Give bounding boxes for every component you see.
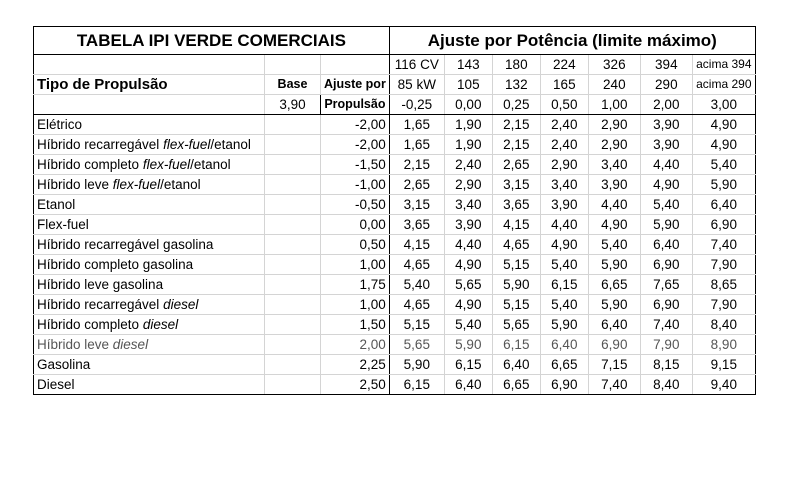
propulsion-name-prefix: Híbrido completo: [37, 157, 143, 172]
propulsion-adjustment-cell: 1,00: [321, 295, 390, 315]
ipi-rate-cell: 8,90: [692, 335, 755, 355]
ipi-rate-cell: 6,65: [588, 275, 640, 295]
ipi-rate-cell: 1,65: [389, 115, 444, 135]
cv-row-cell: acima 394: [692, 55, 755, 75]
ipi-rate-cell: 7,90: [692, 255, 755, 275]
base-value: 3,90: [265, 95, 321, 115]
ipi-rate-cell: 4,90: [444, 255, 492, 275]
empty-cell: [265, 135, 321, 155]
ipi-rate-cell: 5,40: [540, 295, 588, 315]
propulsion-type-cell: Elétrico: [34, 115, 265, 135]
ipi-rate-cell: 4,90: [640, 175, 692, 195]
ipi-rate-cell: 5,65: [444, 275, 492, 295]
empty-cell: [265, 215, 321, 235]
table-row: [34, 195, 756, 215]
ipi-rate-cell: 6,90: [640, 295, 692, 315]
ipi-rate-cell: 6,90: [588, 335, 640, 355]
ajuste-label-1: Ajuste por: [321, 75, 390, 95]
ipi-rate-cell: 4,90: [692, 135, 755, 155]
adjust-header: Ajuste por Potência (limite máximo): [389, 27, 755, 55]
ipi-rate-cell: 2,90: [444, 175, 492, 195]
propulsion-type-cell: Etanol: [34, 195, 265, 215]
propulsion-name-suffix: /etanol: [190, 157, 231, 172]
propulsion-adjustment-cell: 0,50: [321, 235, 390, 255]
table-row: [34, 115, 756, 135]
ipi-rate-cell: 5,40: [389, 275, 444, 295]
ipi-rate-cell: 5,65: [389, 335, 444, 355]
ipi-rate-cell: 4,40: [540, 215, 588, 235]
ipi-rate-cell: 6,40: [640, 235, 692, 255]
table-row: [34, 155, 756, 175]
propulsion-type-cell: Flex-fuel: [34, 215, 265, 235]
ipi-rate-cell: 1,65: [389, 135, 444, 155]
kw-row-cell: 132: [492, 75, 540, 95]
propulsion-name-prefix: Híbrido recarregável: [37, 137, 164, 152]
ipi-rate-cell: 7,15: [588, 355, 640, 375]
propulsion-adjustment-cell: -1,50: [321, 155, 390, 175]
ipi-rate-cell: 4,40: [588, 195, 640, 215]
table-row: [34, 235, 756, 255]
kw-row-cell: 165: [540, 75, 588, 95]
ipi-rate-cell: 5,65: [492, 315, 540, 335]
ipi-rate-cell: 5,40: [540, 255, 588, 275]
ipi-rate-cell: 2,90: [588, 135, 640, 155]
empty-cell: [321, 55, 390, 75]
ipi-rate-cell: 7,65: [640, 275, 692, 295]
empty-cell: [265, 275, 321, 295]
empty-cell: [265, 355, 321, 375]
ipi-rate-cell: 1,90: [444, 135, 492, 155]
ipi-rate-cell: 3,40: [588, 155, 640, 175]
propulsion-name-italic: flex-fuel: [163, 137, 211, 152]
ipi-rate-cell: 6,90: [540, 375, 588, 395]
ipi-rate-cell: 4,90: [588, 215, 640, 235]
ipi-rate-cell: 4,15: [389, 235, 444, 255]
propulsion-name-suffix: /etanol: [160, 177, 201, 192]
ipi-rate-cell: 6,40: [540, 335, 588, 355]
kw-row-cell: 105: [444, 75, 492, 95]
adj-row-cell: -0,25: [389, 95, 444, 115]
propulsion-type-cell: Híbrido recarregável gasolina: [34, 235, 265, 255]
table-row: [34, 375, 756, 395]
table-title: TABELA IPI VERDE COMERCIAIS: [34, 27, 390, 55]
ipi-rate-cell: 8,65: [692, 275, 755, 295]
propulsion-adjustment-cell: 1,75: [321, 275, 390, 295]
ipi-rate-cell: 3,90: [640, 135, 692, 155]
empty-cell: [265, 255, 321, 275]
ipi-rate-cell: 4,90: [692, 115, 755, 135]
ipi-rate-cell: 4,15: [492, 215, 540, 235]
propulsion-name-prefix: Híbrido leve: [37, 177, 113, 192]
ipi-rate-cell: 3,90: [588, 175, 640, 195]
ipi-rate-cell: 4,40: [640, 155, 692, 175]
propulsion-name-italic: diesel: [163, 297, 199, 312]
ipi-rate-cell: 5,90: [389, 355, 444, 375]
ipi-rate-cell: 3,90: [540, 195, 588, 215]
ipi-rate-cell: 5,90: [540, 315, 588, 335]
empty-cell: [34, 95, 265, 115]
ipi-rate-cell: 5,90: [588, 295, 640, 315]
table-row: [34, 275, 756, 295]
empty-cell: [265, 315, 321, 335]
ipi-rate-cell: 5,15: [492, 255, 540, 275]
ipi-rate-cell: 5,90: [588, 255, 640, 275]
propulsion-name-italic: diesel: [112, 337, 149, 352]
empty-cell: [265, 55, 321, 75]
ipi-rate-cell: 6,40: [444, 375, 492, 395]
adj-row-cell: 2,00: [640, 95, 692, 115]
ipi-rate-cell: 7,40: [640, 315, 692, 335]
table-row: [34, 315, 756, 335]
ipi-rate-cell: 4,65: [389, 295, 444, 315]
table-row: [34, 215, 756, 235]
table-row: [34, 295, 756, 315]
ipi-rate-cell: 6,40: [692, 195, 755, 215]
table-row: [34, 255, 756, 275]
ipi-rate-cell: 2,15: [492, 135, 540, 155]
propulsion-adjustment-cell: 0,00: [321, 215, 390, 235]
propulsion-type-cell: [34, 335, 265, 355]
ipi-rate-cell: 5,40: [640, 195, 692, 215]
propulsion-name-suffix: /etanol: [210, 137, 251, 152]
propulsion-adjustment-cell: -2,00: [321, 115, 390, 135]
ipi-rate-cell: 2,40: [444, 155, 492, 175]
cv-row-cell: 224: [540, 55, 588, 75]
ipi-rate-cell: 3,15: [389, 195, 444, 215]
cv-row-cell: 143: [444, 55, 492, 75]
ipi-rate-cell: 6,40: [588, 315, 640, 335]
propulsion-type-cell: [34, 315, 265, 335]
adjustment-row: [34, 95, 756, 115]
adj-row-cell: 0,50: [540, 95, 588, 115]
kw-row-cell: 85 kW: [389, 75, 444, 95]
empty-cell: [34, 55, 265, 75]
empty-cell: [265, 195, 321, 215]
ipi-rate-cell: 1,90: [444, 115, 492, 135]
cv-row-cell: 394: [640, 55, 692, 75]
ipi-rate-cell: 6,40: [492, 355, 540, 375]
kw-row: [34, 75, 756, 95]
adj-row-cell: 0,25: [492, 95, 540, 115]
propulsion-type-cell: Diesel: [34, 375, 265, 395]
base-label: Base: [265, 75, 321, 95]
tipo-propulsao-label: Tipo de Propulsão: [34, 75, 265, 95]
propulsion-adjustment-cell: 2,50: [321, 375, 390, 395]
ajuste-label-2: Propulsão: [321, 95, 390, 115]
ipi-rate-cell: 9,40: [692, 375, 755, 395]
propulsion-adjustment-cell: 1,00: [321, 255, 390, 275]
propulsion-adjustment-cell: -1,00: [321, 175, 390, 195]
ipi-rate-cell: 7,40: [588, 375, 640, 395]
ipi-rate-cell: 3,90: [640, 115, 692, 135]
propulsion-type-cell: Híbrido leve gasolina: [34, 275, 265, 295]
ipi-rate-cell: 3,65: [492, 195, 540, 215]
propulsion-type-cell: [34, 135, 265, 155]
ipi-rate-cell: 5,90: [444, 335, 492, 355]
ipi-rate-cell: 2,65: [492, 155, 540, 175]
cv-row-cell: 180: [492, 55, 540, 75]
ipi-rate-cell: 5,90: [640, 215, 692, 235]
propulsion-name-italic: flex-fuel: [142, 157, 191, 172]
empty-cell: [265, 295, 321, 315]
ipi-rate-cell: 8,40: [640, 375, 692, 395]
ipi-rate-cell: 5,40: [588, 235, 640, 255]
empty-cell: [265, 155, 321, 175]
ipi-rate-cell: 7,40: [692, 235, 755, 255]
ipi-rate-cell: 6,15: [540, 275, 588, 295]
empty-cell: [265, 235, 321, 255]
ipi-rate-cell: 3,40: [444, 195, 492, 215]
empty-cell: [265, 335, 321, 355]
ipi-rate-cell: 4,90: [444, 295, 492, 315]
ipi-rate-cell: 5,40: [692, 155, 755, 175]
ipi-rate-cell: 2,15: [389, 155, 444, 175]
ipi-rate-cell: 5,90: [692, 175, 755, 195]
propulsion-name-prefix: Híbrido completo: [37, 317, 143, 332]
propulsion-type-cell: [34, 295, 265, 315]
ipi-rate-cell: 7,90: [640, 335, 692, 355]
table-row: [34, 335, 756, 355]
ipi-rate-cell: 6,65: [540, 355, 588, 375]
table-row: [34, 135, 756, 155]
propulsion-adjustment-cell: 2,25: [321, 355, 390, 375]
ipi-rate-cell: 6,15: [389, 375, 444, 395]
ipi-rate-cell: 9,15: [692, 355, 755, 375]
ipi-rate-cell: 3,15: [492, 175, 540, 195]
propulsion-name-prefix: Híbrido leve: [37, 337, 113, 352]
ipi-rate-cell: 4,65: [389, 255, 444, 275]
ipi-rate-cell: 6,65: [492, 375, 540, 395]
empty-cell: [265, 175, 321, 195]
ipi-rate-cell: 4,90: [540, 235, 588, 255]
ipi-rate-cell: 3,40: [540, 175, 588, 195]
table-row: [34, 175, 756, 195]
propulsion-type-cell: Híbrido completo gasolina: [34, 255, 265, 275]
ipi-rate-cell: 7,90: [692, 295, 755, 315]
ipi-rate-cell: 6,90: [692, 215, 755, 235]
ipi-rate-cell: 3,65: [389, 215, 444, 235]
table-row: [34, 355, 756, 375]
ipi-rate-cell: 2,15: [492, 115, 540, 135]
adj-row-cell: 0,00: [444, 95, 492, 115]
cv-row: [34, 55, 756, 75]
ipi-table: [33, 26, 756, 395]
empty-cell: [265, 115, 321, 135]
propulsion-name-italic: diesel: [142, 317, 179, 332]
kw-row-cell: acima 290: [692, 75, 755, 95]
cv-row-cell: 116 CV: [389, 55, 444, 75]
ipi-rate-cell: 5,40: [444, 315, 492, 335]
ipi-rate-cell: 2,90: [540, 155, 588, 175]
ipi-rate-cell: 8,40: [692, 315, 755, 335]
ipi-rate-cell: 4,40: [444, 235, 492, 255]
adj-row-cell: 3,00: [692, 95, 755, 115]
ipi-rate-cell: 8,15: [640, 355, 692, 375]
propulsion-type-cell: [34, 175, 265, 195]
ipi-rate-cell: 6,90: [640, 255, 692, 275]
propulsion-adjustment-cell: -2,00: [321, 135, 390, 155]
ipi-rate-cell: 2,40: [540, 135, 588, 155]
ipi-rate-cell: 5,90: [492, 275, 540, 295]
ipi-table-sheet: [33, 26, 756, 395]
empty-cell: [265, 375, 321, 395]
propulsion-name-italic: flex-fuel: [112, 177, 161, 192]
kw-row-cell: 240: [588, 75, 640, 95]
ipi-rate-cell: 2,90: [588, 115, 640, 135]
ipi-rate-cell: 2,65: [389, 175, 444, 195]
ipi-rate-cell: 4,65: [492, 235, 540, 255]
ipi-rate-cell: 6,15: [444, 355, 492, 375]
propulsion-name-prefix: Híbrido recarregável: [37, 297, 164, 312]
propulsion-adjustment-cell: 2,00: [321, 335, 390, 355]
propulsion-type-cell: [34, 155, 265, 175]
ipi-rate-cell: 3,90: [444, 215, 492, 235]
ipi-rate-cell: 6,15: [492, 335, 540, 355]
cv-row-cell: 326: [588, 55, 640, 75]
propulsion-adjustment-cell: -0,50: [321, 195, 390, 215]
propulsion-type-cell: Gasolina: [34, 355, 265, 375]
ipi-rate-cell: 5,15: [389, 315, 444, 335]
ipi-rate-cell: 2,40: [540, 115, 588, 135]
propulsion-adjustment-cell: 1,50: [321, 315, 390, 335]
ipi-rate-cell: 5,15: [492, 295, 540, 315]
adj-row-cell: 1,00: [588, 95, 640, 115]
kw-row-cell: 290: [640, 75, 692, 95]
